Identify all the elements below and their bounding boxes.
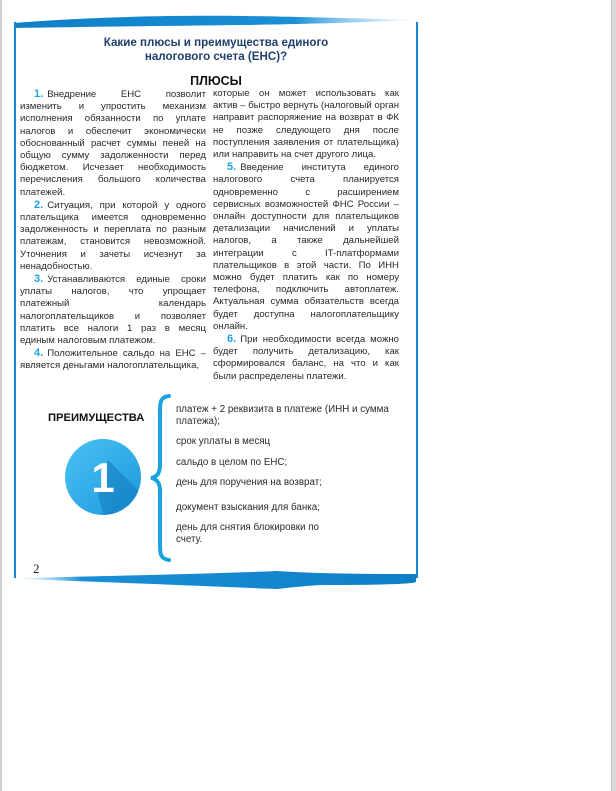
item-text: Положительное сальдо на ЕНС – является деньгами налогоплательщика,: [20, 348, 206, 372]
item-number: 5.: [227, 161, 237, 174]
item-text: Внедрение ЕНС позволит изменить и упростить механизм исполнения обязанности по уплате налогов и обеспечит экономически обоснованный расчет суммы пеней на общую сумму задолженности перед бюджетом. Исчезает необходимость перечисления большого количества платежей.: [20, 89, 206, 198]
scrollbar[interactable]: [611, 0, 616, 791]
item-text: Ситуация, при которой у одного плательщика имеется одновременно задолженность и переплата по разным платежам, становится невозможной. Уточнения и зачеты исчезнут за ненадобностью.: [20, 199, 206, 272]
plus-item: [20, 273, 206, 347]
document-page: [6, 0, 610, 791]
advantage-item: день для снятия блокировки по счету.: [176, 522, 320, 545]
curly-brace-icon: [149, 393, 175, 563]
badge-number: 1: [91, 454, 115, 501]
number-one-badge-icon: [64, 438, 142, 516]
title-line-2: налогового счета (ЕНС)?: [144, 50, 288, 63]
item-number: 3.: [34, 273, 44, 286]
page-number: 2: [33, 561, 40, 576]
plus-item: [213, 161, 399, 333]
plus-item: [20, 199, 206, 273]
advantage-item: платеж + 2 реквизита в платеже (ИНН и сумма платежа);: [176, 404, 389, 427]
item-number: 1.: [34, 88, 44, 100]
plus-item: [213, 333, 399, 383]
item-text: Устанавливаются единые сроки уплаты налогов, что упрощает платежный календарь налогоплательщиков и позволяет платить все налоги 1 раз в месяц единым налоговым платежом.: [20, 274, 206, 347]
plus-item-continuation: которые он может использовать как актив – быстро вернуть (налоговый орган направит распоряжение на возврат в ФК не позже следующего дня после поступления заявления от плательщика) или направить на счет другого лица.: [213, 88, 399, 161]
plus-item: [20, 347, 206, 372]
advantage-item: документ взыскания для банка;: [176, 501, 320, 513]
plus-column-right: [213, 88, 399, 383]
advantages-list: [176, 404, 416, 554]
plus-column-left: [20, 88, 206, 373]
title-line-1: Какие плюсы и преимущества единого: [103, 36, 329, 49]
advantage-item: срок уплаты в месяц: [176, 436, 271, 447]
item-number: 6.: [227, 333, 237, 346]
viewer-left-edge: [0, 0, 2, 791]
item-text: Введение института единого налогового счета планируется одновременно с расширением сервисных возможностей ФНС России – онлайн доступности для плательщиков детализации начислений и уплаты налогов, а также дальнейшей интеграции с IT-платформами плательщиков в этой части. По ИНН можно будет платить как по номеру телефона, подключить автоплатеж. Актуальная сумма обязательств всегда будет доступна налогоплательщику онлайн.: [213, 162, 399, 332]
advantage-item: день для поручения на возврат;: [176, 477, 322, 488]
plus-item: [20, 88, 206, 199]
item-number: 4.: [34, 347, 44, 360]
advantages-heading: ПРЕИМУЩЕСТВА: [48, 412, 145, 424]
bottom-banner-decoration: [22, 568, 422, 590]
page-title: [66, 36, 366, 64]
plus-heading: ПЛЮСЫ: [190, 74, 242, 88]
advantage-item: сальдо в целом по ЕНС;: [176, 456, 288, 468]
item-number: 2.: [34, 198, 44, 211]
item-text: При необходимости всегда можно будет получить детализацию, как сформировался баланс, на что и как были распределены платежи.: [213, 334, 399, 382]
